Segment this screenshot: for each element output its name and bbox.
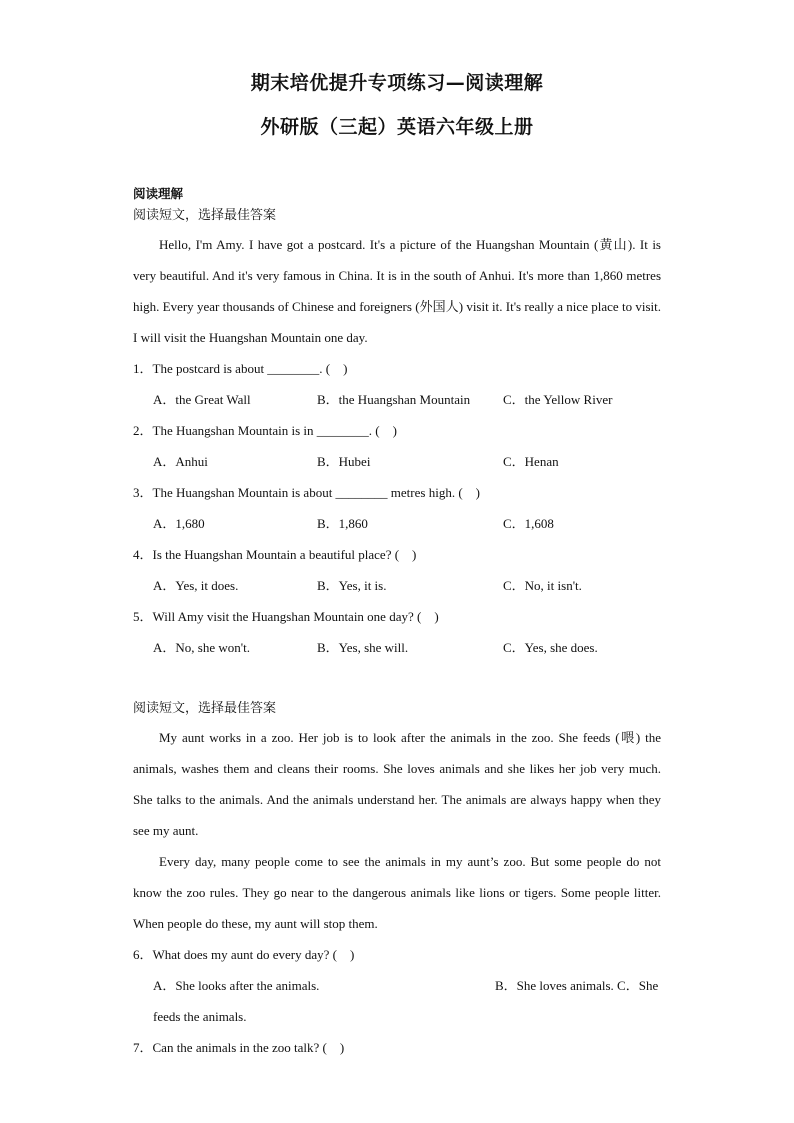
question-3-option-a: A．1,680 — [153, 516, 205, 531]
question-4-options — [133, 570, 661, 601]
question-6-option-a: A．She looks after the animals. — [153, 978, 320, 993]
document-title: 期末培优提升专项练习—阅读理解 — [250, 72, 544, 94]
passage1-question-list — [133, 353, 661, 663]
question-2-stem: 2．The Huangshan Mountain is in ________. ( ) — [133, 423, 397, 438]
question-6-option-b-c: B．She loves animals. C．She — [495, 978, 659, 993]
question-5-stem: 5．Will Amy visit the Huangshan Mountain one day? ( ) — [133, 609, 439, 624]
question-5-option-c: C．Yes, she does. — [503, 640, 598, 655]
question-2-option-b: B．Hubei — [317, 454, 371, 469]
question-2-option-c: C．Henan — [503, 454, 559, 469]
question-2-options — [133, 446, 661, 477]
question-1-option-a: A．the Great Wall — [153, 392, 251, 407]
document-subtitle: 外研版（三起）英语六年级上册 — [260, 116, 534, 138]
section-heading: 阅读理解 — [133, 186, 184, 201]
passage2-instruction: 阅读短文，选择最佳答案 — [133, 701, 277, 716]
question-1-options — [133, 384, 661, 415]
question-7-stem: 7．Can the animals in the zoo talk? ( ) — [133, 1040, 345, 1055]
question-4-option-b: B．Yes, it is. — [317, 578, 387, 593]
question-3-options — [133, 508, 661, 539]
passage2-paragraph-1: My aunt works in a zoo. Her job is to look after the animals in the zoo. She feeds (喂) the animals, washes them and cleans their rooms. She loves animals and she likes her job very much. She talks to the animals. And the animals understand her. The animals are always happy when they see my aunt. — [133, 730, 661, 838]
question-3-option-b: B．1,860 — [317, 516, 368, 531]
question-1-option-c: C．the Yellow River — [503, 392, 613, 407]
question-5-options — [133, 632, 661, 663]
question-3-stem: 3．The Huangshan Mountain is about ________ metres high. ( ) — [133, 485, 480, 500]
question-4-stem: 4．Is the Huangshan Mountain a beautiful place? ( ) — [133, 547, 417, 562]
question-1-stem: 1．The postcard is about ________. ( ) — [133, 361, 348, 376]
question-4-option-c: C．No, it isn't. — [503, 578, 582, 593]
question-1-option-b: B．the Huangshan Mountain — [317, 392, 471, 407]
passage2-paragraph-2: Every day, many people come to see the animals in my aunt’s zoo. But some people do not know the zoo rules. They go near to the dangerous animals like lions or tigers. Some people litter. When people do these, my aunt will stop them. — [133, 854, 661, 931]
question-6-stem: 6．What does my aunt do every day? ( ) — [133, 947, 355, 962]
passage1-text: Hello, I'm Amy. I have got a postcard. It's a picture of the Huangshan Mountain (黄山). It is very beautiful. And it's very famous in China. It is in the south of Anhui. It's more than 1,860 metres high. Every year thousands of Chinese and foreigners (外国人) visit it. It's really a nice place to visit. I will visit the Huangshan Mountain one day. — [133, 237, 661, 345]
question-6-options — [133, 970, 661, 1032]
question-3-option-c: C．1,608 — [503, 516, 554, 531]
passage1-instruction: 阅读短文，选择最佳答案 — [133, 208, 277, 223]
document-body — [133, 183, 661, 1063]
question-5-option-a: A．No, she won't. — [153, 640, 250, 655]
question-2-option-a: A．Anhui — [153, 454, 208, 469]
question-4-option-a: A．Yes, it does. — [153, 578, 239, 593]
question-5-option-b: B．Yes, she will. — [317, 640, 409, 655]
question-6-option-c-continued: feeds the animals. — [153, 1009, 247, 1024]
